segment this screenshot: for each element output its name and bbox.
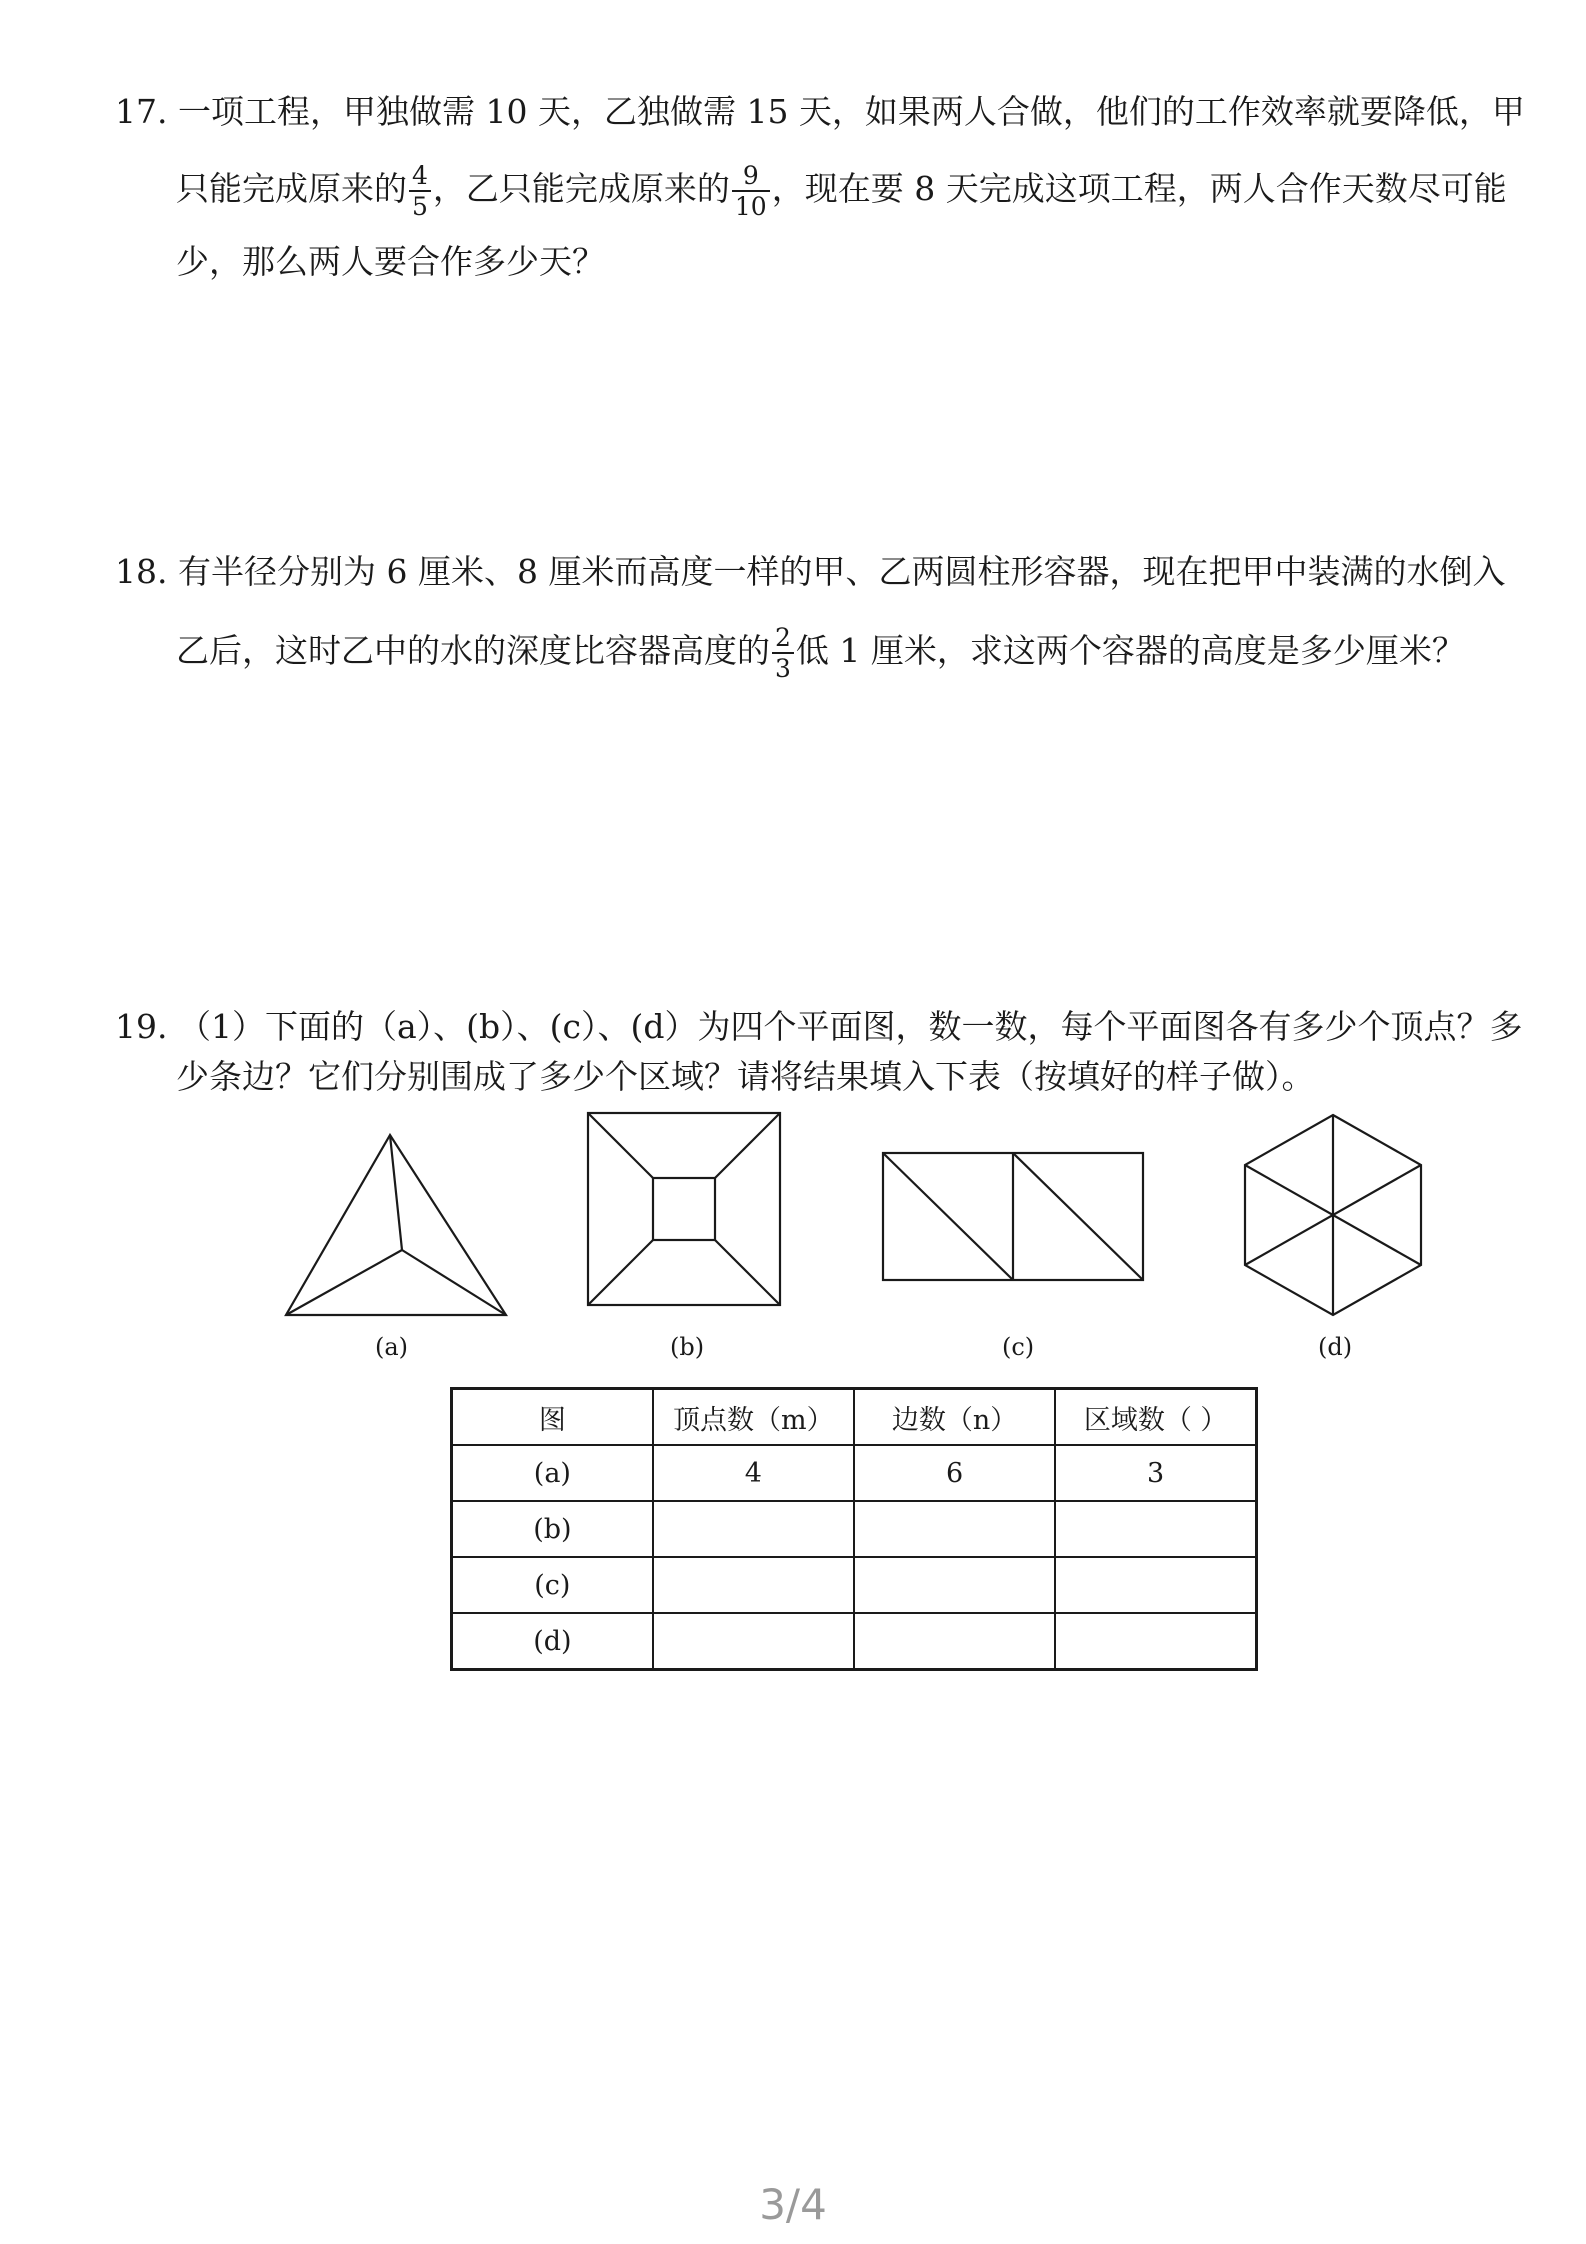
q19-line-1: 19. （1）下面的（a）、(b）、(c）、(d）为四个平面图，数一数，每个平面图各有多少个顶点？多 (115, 1007, 1523, 1046)
caption-d: (d) (1318, 1333, 1353, 1361)
q17-line-1: 17. 一项工程，甲独做需 10 天，乙独做需 15 天，如果两人合做，他们的工作效率就要降低，甲 (115, 92, 1525, 131)
table-row (452, 1613, 1257, 1670)
figure-b-square (585, 1110, 785, 1310)
header-vertices: 顶点数（m） (653, 1389, 854, 1446)
table-cell (1055, 1501, 1256, 1557)
q19-line-2: 少条边？它们分别围成了多少个区域？请将结果填入下表（按填好的样子做）。 (176, 1057, 1315, 1096)
table-cell (854, 1613, 1055, 1670)
table-cell: 3 (1055, 1445, 1256, 1501)
table-cell (653, 1557, 854, 1613)
figure-c-rectangles (880, 1150, 1150, 1285)
q18-number: 18. (115, 552, 168, 591)
q17-line-3: 少，那么两人要合作多少天？ (176, 242, 605, 281)
caption-c: (c) (1002, 1333, 1035, 1361)
fraction-9-10: $\frac{9}{10}$ (732, 163, 770, 219)
table-cell (653, 1613, 854, 1670)
table-cell (653, 1501, 854, 1557)
caption-a: (a) (375, 1333, 409, 1361)
table-cell (854, 1501, 1055, 1557)
results-table (450, 1387, 1258, 1671)
table-row (452, 1445, 1257, 1501)
figure-a-triangle (280, 1125, 520, 1325)
figure-d-hexagon (1238, 1110, 1428, 1320)
header-regions: 区域数（ ） (1055, 1389, 1256, 1446)
fraction-2-3: $\frac{2}{3}$ (772, 625, 794, 681)
table-cell (854, 1557, 1055, 1613)
q17-number: 17. (115, 92, 168, 131)
table-cell: (b) (452, 1501, 653, 1557)
table-cell: 4 (653, 1445, 854, 1501)
header-figure: 图 (452, 1389, 653, 1446)
table-row (452, 1501, 1257, 1557)
table-cell: (d) (452, 1613, 653, 1670)
q18-line-2: 乙后，这时乙中的水的深度比容器高度的 $\frac{2}{3}$ 低 1 厘米，求这两个容器的高度是多少厘米？ (176, 623, 1465, 683)
q18-line-1: 18. 有半径分别为 6 厘米、8 厘米而高度一样的甲、乙两圆柱形容器，现在把甲中装满的水倒入 (115, 552, 1506, 591)
table-cell (1055, 1557, 1256, 1613)
table-cell (1055, 1613, 1256, 1670)
fraction-4-5: $\frac{4}{5}$ (409, 163, 431, 219)
page-indicator: 3/4 (759, 2180, 827, 2229)
table-header-row (452, 1389, 1257, 1446)
table-cell: (c) (452, 1557, 653, 1613)
caption-b: (b) (670, 1333, 705, 1361)
q17-line-2: 只能完成原来的 $\frac{4}{5}$ ，乙只能完成原来的 $\frac{9}{10}$ ，现在要 8 天完成这项工程，两人合作天数尽可能 (176, 161, 1507, 221)
header-edges: 边数（n） (854, 1389, 1055, 1446)
table-cell: 6 (854, 1445, 1055, 1501)
table-row (452, 1557, 1257, 1613)
table-cell: (a) (452, 1445, 653, 1501)
q19-number: 19. (115, 1007, 168, 1046)
